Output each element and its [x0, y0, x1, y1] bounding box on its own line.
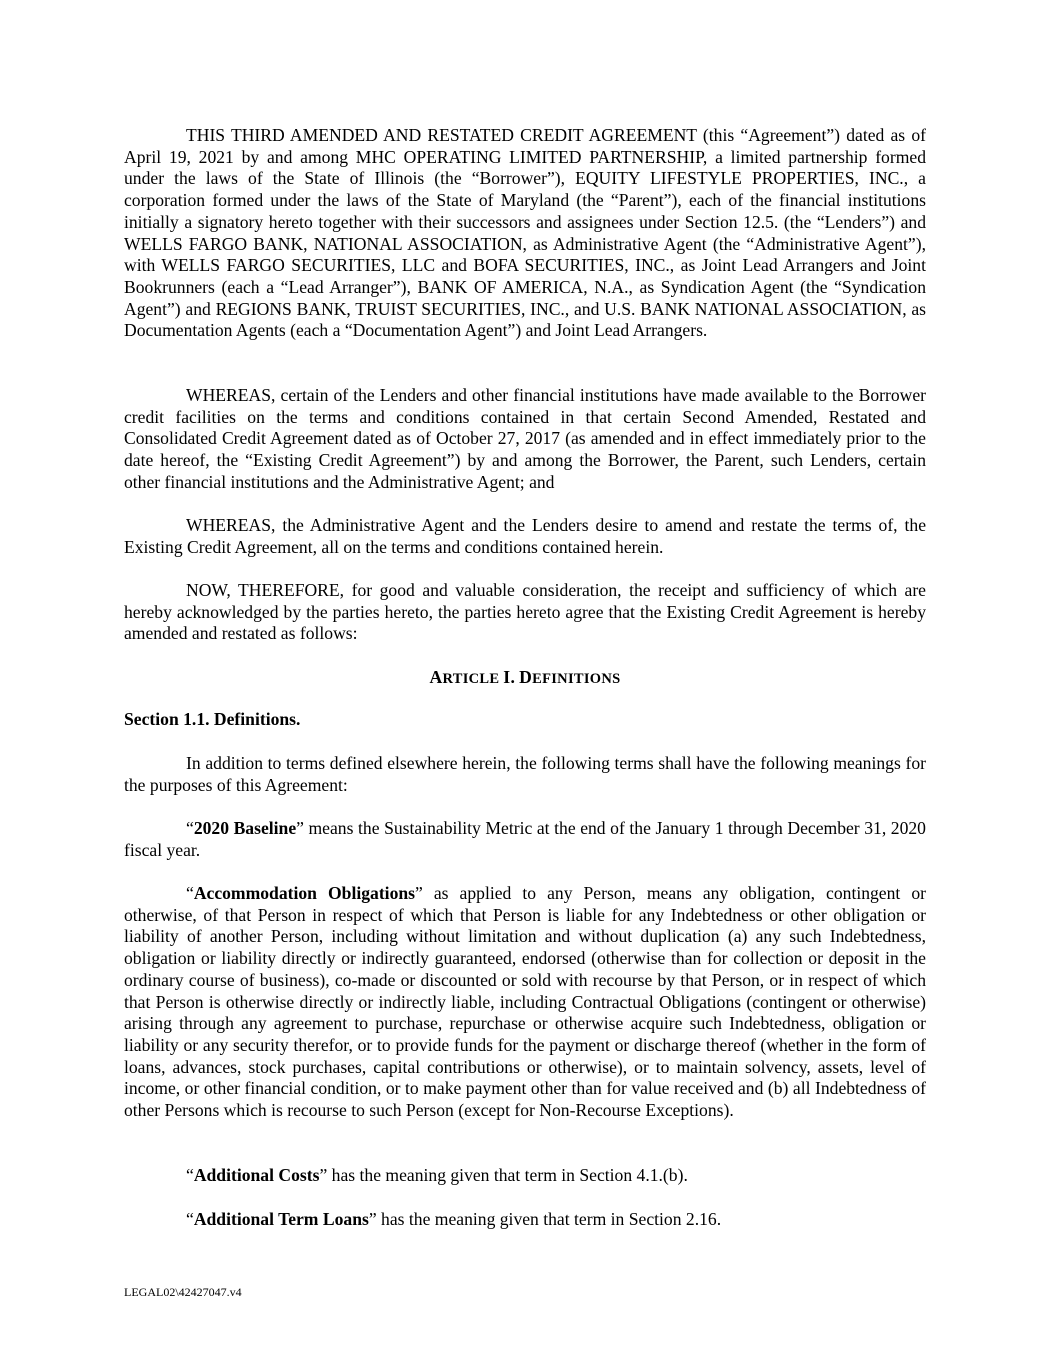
definitions-intro-paragraph: In addition to terms defined elsewhere herein, the following terms shall have the following meanings for the purposes of this Agreement: — [124, 753, 926, 795]
definition-accommodation-obligations: “Accommodation Obligations” as applied to any Person, means any obligation, contingent or otherwise, of that Person in respect of which that Person is liable for any Indebtedness or other obligation or liability of another Person, including without limitation and without duplication (a) any such Indebtedness, obligation or liability directly or indirectly guaranteed, endorsed (otherwise than for collection or deposit in the ordinary course of business), co-made or discounted or sold with recourse by that Person, or in respect of which that Person is otherwise directly or indirectly liable, including Contractual Obligations (contingent or otherwise) arising through any agreement to purchase, repurchase or otherwise acquire such Indebtedness, obligation or liability or any security therefor, or to provide funds for the payment or discharge thereof (whether in the form of loans, advances, stock purchases, capital contributions or otherwise), or to maintain solvency, assets, level of income, or other financial condition, or to make payment other than for value received and (b) all Indebtedness of other Persons which is recourse to such Person (except for Non-Recourse Exceptions). — [124, 883, 926, 1121]
section-heading: Section 1.1. Definitions. — [124, 709, 301, 729]
definition-additional-costs: “Additional Costs” has the meaning given that term in Section 4.1.(b). — [186, 1165, 688, 1185]
definition-additional-term-loans: “Additional Term Loans” has the meaning given that term in Section 2.16. — [186, 1209, 722, 1229]
defined-term: Additional Costs — [193, 1165, 320, 1185]
defined-term: 2020 Baseline — [193, 818, 297, 838]
now-therefore-paragraph: NOW, THEREFORE, for good and valuable consideration, the receipt and sufficiency of which are hereby acknowledged by the parties hereto, the parties hereto agree that the Existing Credit Agreement is hereby amended and restated as follows: — [124, 580, 926, 644]
whereas-paragraph-1: WHEREAS, certain of the Lenders and other financial institutions have made available to the Borrower credit facilities on the terms and conditions contained in that certain Second Amended, Restated and Consolidated Credit Agreement dated as of October 27, 2017 (as amended and in effect immediately prior to the date hereof, the “Existing Credit Agreement”) by and among the Borrower, the Parent, such Lenders, certain other financial institutions and the Administrative Agent; and — [124, 385, 926, 492]
document-id-footer: LEGAL02\42427047.v4 — [124, 1285, 242, 1299]
preamble-paragraph: THIS THIRD AMENDED AND RESTATED CREDIT AGREEMENT (this “Agreement”) dated as of April 19, 2021 by and among MHC OPERATING LIMITED PARTNERSHIP, a limited partnership formed under the laws of the State of Illinois (the “Borrower”), EQUITY LIFESTYLE PROPERTIES, INC., a corporation formed under the laws of the State of Maryland (the “Parent”), each of the financial institutions initially a signatory hereto together with their successors and assignees under Section 12.5. (the “Lenders”) and WELLS FARGO BANK, NATIONAL ASSOCIATION, as Administrative Agent (the “Administrative Agent”), with WELLS FARGO SECURITIES, LLC and BOFA SECURITIES, INC., as Joint Lead Arrangers and Joint Bookrunners (each a “Lead Arranger”), BANK OF AMERICA, N.A., as Syndication Agent (the “Syndication Agent”) and REGIONS BANK, TRUIST SECURITIES, INC., and U.S. BANK NATIONAL ASSOCIATION, as Documentation Agents (each a “Documentation Agent”) and Joint Lead Arrangers. — [124, 125, 926, 341]
definition-2020-baseline: “2020 Baseline” means the Sustainability Metric at the end of the January 1 through December 31, 2020 fiscal year. — [124, 818, 926, 860]
article-heading: ARTICLE I. DEFINITIONS — [429, 667, 621, 687]
whereas-paragraph-2: WHEREAS, the Administrative Agent and the Lenders desire to amend and restate the terms of, the Existing Credit Agreement, all on the terms and conditions contained herein. — [124, 515, 926, 557]
defined-term: Additional Term Loans — [193, 1209, 369, 1229]
defined-term: Accommodation Obligations — [193, 883, 416, 903]
